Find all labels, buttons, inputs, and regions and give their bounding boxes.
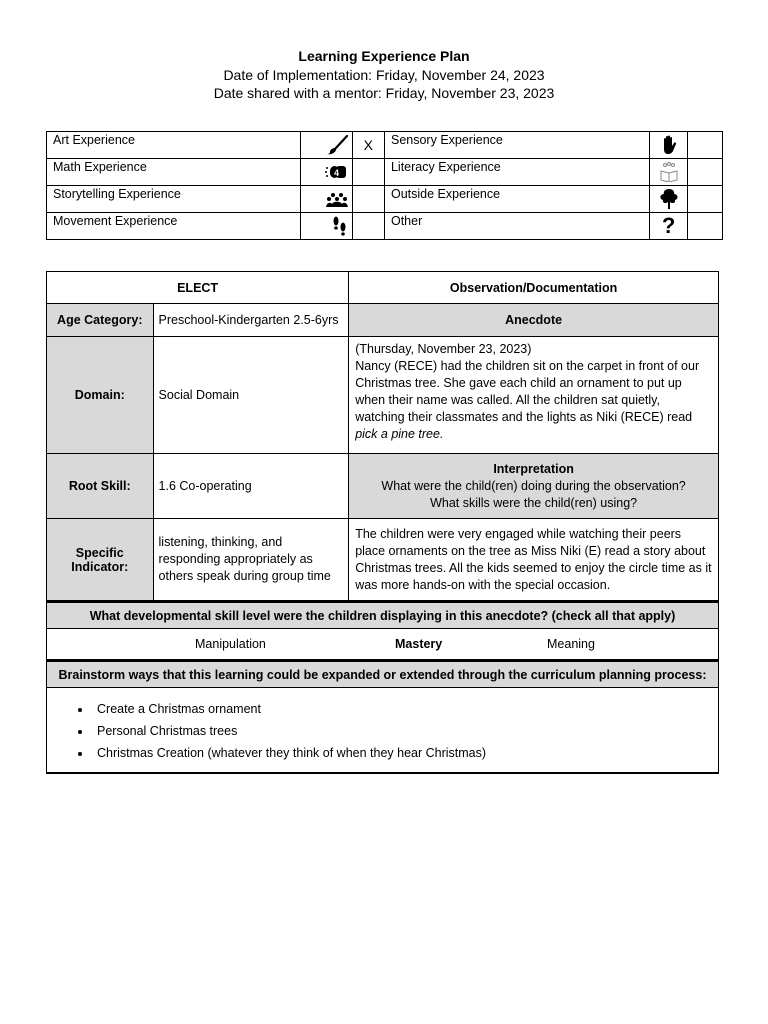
- list-item: • Christmas Creation (whatever they think of when they hear Christmas): [92, 742, 713, 764]
- abacus-icon: [301, 159, 352, 186]
- tree-icon: [649, 186, 688, 213]
- skill-option-meaning[interactable]: Meaning: [547, 637, 595, 651]
- footprints-icon: [301, 213, 352, 240]
- brainstorm-question: Brainstorm ways that this learning could be expanded or extended through the curriculum planning process:: [47, 661, 719, 688]
- experience-label: Sensory Experience: [384, 132, 649, 159]
- experience-row: [47, 159, 723, 186]
- group-icon: [301, 186, 352, 213]
- interpretation-question: What skills were the child(ren) using?: [430, 495, 638, 510]
- experience-row: [47, 186, 723, 213]
- experience-check[interactable]: [688, 159, 723, 186]
- experience-row: [47, 132, 723, 159]
- brainstorm-list: [47, 688, 719, 774]
- experience-label: Outside Experience: [384, 186, 649, 213]
- anecdote-text: [349, 337, 719, 454]
- document-header: [0, 47, 768, 103]
- domain-label: Domain:: [47, 337, 154, 454]
- interpretation-header: [349, 454, 719, 519]
- skill-option-manipulation[interactable]: Manipulation: [195, 637, 266, 651]
- question-icon: ?: [649, 213, 688, 240]
- implementation-date: Date of Implementation: Friday, November 24, 2023: [223, 66, 545, 83]
- experience-check[interactable]: [352, 159, 384, 186]
- mentor-date: Date shared with a mentor: Friday, November 23, 2023: [213, 85, 555, 101]
- experience-check[interactable]: X: [352, 132, 384, 159]
- elect-header: ELECT: [47, 272, 349, 304]
- observation-header: Observation/Documentation: [349, 272, 719, 304]
- experience-check[interactable]: [688, 186, 723, 213]
- anecdote-body: Nancy (RECE) had the children sit on the carpet in front of our Christmas tree. She gave each child an ornament to put up when their name was called. All the children sat quietly, watching their classmates and the lights as Niki (RECE) read: [355, 359, 700, 424]
- experience-check[interactable]: [688, 213, 723, 240]
- elect-table: [46, 271, 719, 774]
- specific-indicator-label: Specific Indicator:: [47, 519, 154, 602]
- anecdote-date: (Thursday, November 23, 2023): [355, 342, 532, 356]
- book-title: pick a pine tree.: [355, 427, 444, 441]
- experience-check[interactable]: [352, 213, 384, 240]
- interpretation-question: What were the child(ren) doing during the observation?: [381, 478, 686, 493]
- specific-indicator-value: listening, thinking, and responding appropriately as others speak during group time: [153, 519, 349, 602]
- list-item: • Create a Christmas ornament: [92, 698, 713, 720]
- experience-check[interactable]: [352, 186, 384, 213]
- experience-check[interactable]: [688, 132, 723, 159]
- domain-value: Social Domain: [153, 337, 349, 454]
- age-category-label: Age Category:: [47, 304, 154, 337]
- experience-label: Math Experience: [47, 159, 301, 186]
- anecdote-header: Anecdote: [349, 304, 719, 337]
- list-item: • Personal Christmas trees: [92, 720, 713, 742]
- interpretation-title: Interpretation: [493, 461, 574, 476]
- skill-option-mastery[interactable]: Mastery: [395, 637, 443, 651]
- book-icon: [649, 159, 688, 186]
- interpretation-text: The children were very engaged while watching their peers place ornaments on the tree as Miss Niki (E) read a story about Christmas trees. All the kids seemed to enjoy the circle time as it was more hands-on with the special occasion.: [349, 519, 719, 602]
- skill-question: What developmental skill level were the children displaying in this anecdote? (check all that apply): [47, 602, 719, 629]
- svg-text:4: 4: [333, 168, 339, 178]
- experience-label: Movement Experience: [47, 213, 301, 240]
- experience-table: [46, 131, 723, 240]
- paintbrush-icon: [301, 132, 352, 159]
- experience-row: [47, 213, 723, 240]
- root-skill-label: Root Skill:: [47, 454, 154, 519]
- root-skill-value: 1.6 Co-operating: [153, 454, 349, 519]
- hand-icon: [649, 132, 688, 159]
- experience-label: Art Experience: [47, 132, 301, 159]
- page-title: Learning Experience Plan: [298, 48, 470, 64]
- experience-label: Other: [384, 213, 649, 240]
- experience-label: Literacy Experience: [384, 159, 649, 186]
- experience-label: Storytelling Experience: [47, 186, 301, 213]
- skill-options: [47, 629, 719, 661]
- age-category-value: Preschool-Kindergarten 2.5-6yrs: [153, 304, 349, 337]
